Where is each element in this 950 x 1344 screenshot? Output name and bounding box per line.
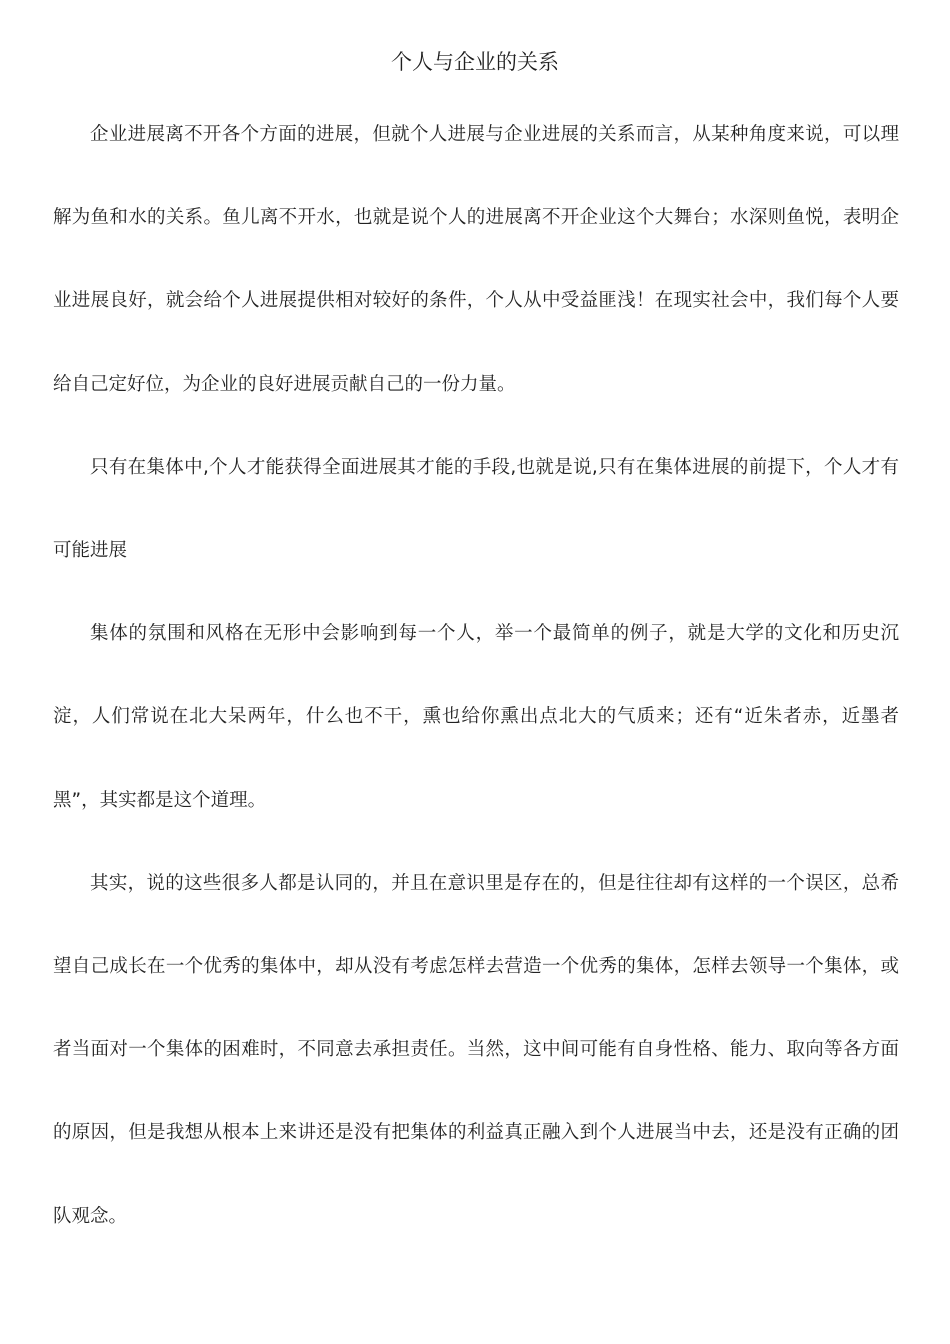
- document-title: 个人与企业的关系: [391, 50, 559, 74]
- paragraph-2: 只有在集体中,个人才能获得全面进展其才能的手段,也就是说,只有在集体进展的前提下，个人才有可能进展: [53, 456, 899, 562]
- paragraph-1: 企业进展离不开各个方面的进展，但就个人进展与企业进展的关系而言，从某种角度来说，可以理解为鱼和水的关系。鱼儿离不开水，也就是说个人的进展离不开企业这个大舞台；水深则鱼悦，表明企业进展良好，就会给个人进展提供相对较好的条件，个人从中受益匪浅！在现实社会中，我们每个人要给自己定好位，为企业的良好进展贡献自己的一份力量。: [53, 124, 899, 395]
- paragraph-4: 其实，说的这些很多人都是认同的，并且在意识里是存在的，但是往往却有这样的一个误区，总希望自己成长在一个优秀的集体中，却从没有考虑怎样去营造一个优秀的集体，怎样去领导一个集体，或者当面对一个集体的困难时，不同意去承担责任。当然，这中间可能有自身性格、能力、取向等各方面的原因，但是我想从根本上来讲还是没有把集体的利益真正融入到个人进展当中去，还是没有正确的团队观念。: [53, 872, 899, 1227]
- document-body: [53, 93, 899, 1258]
- paragraph-3: 集体的氛围和风格在无形中会影响到每一个人，举一个最简单的例子，就是大学的文化和历史沉淀，人们常说在北大呆两年，什么也不干，熏也给你熏出点北大的气质来；还有“近朱者赤，近墨者黑”，其实都是这个道理。: [53, 623, 899, 811]
